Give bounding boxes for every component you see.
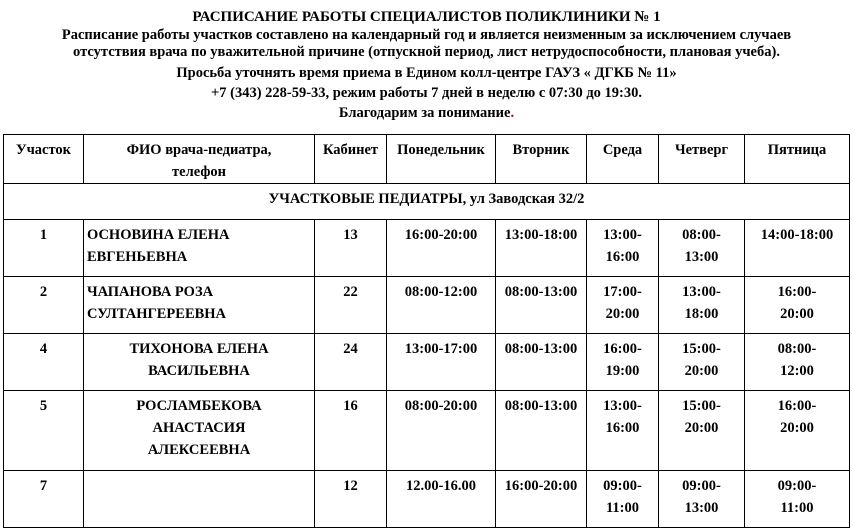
row-doctor [84, 471, 315, 528]
row-tue: 13:00-18:00 [496, 220, 587, 277]
col-mon: Понедельник [387, 135, 496, 184]
row-fri [745, 334, 850, 391]
row-tue: 08:00-13:00 [496, 277, 587, 334]
row-thu [659, 391, 745, 471]
row-doctor [84, 277, 315, 334]
doctor-name-line1: ТИХОНОВА ЕЛЕНА [129, 341, 269, 357]
thanks-dot: . [510, 105, 515, 121]
notice-line-2: отсутствия врача по уважительной причине (отпускной период, лист нетрудоспособности, плановая учеба). [73, 44, 780, 60]
col-fio-line2: телефон [172, 164, 226, 180]
notice-line-5 [0, 104, 853, 122]
wed-end: 19:00 [605, 363, 640, 379]
thanks-text: Благодарим за понимание [338, 105, 511, 121]
row-uchastok: 1 [4, 220, 84, 277]
col-thu: Четверг [659, 135, 745, 184]
thu-end: 18:00 [684, 306, 719, 322]
col-fio-line1: ФИО врача-педиатра, [126, 142, 272, 158]
table-row [4, 334, 850, 391]
wed-end: 11:00 [605, 500, 640, 516]
thu-end: 20:00 [684, 420, 719, 436]
doctor-name-line1: РОСЛАМБЕКОВА [136, 398, 262, 414]
fri-end: 12:00 [780, 363, 814, 379]
row-cabinet: 16 [315, 391, 387, 471]
table-header-row [4, 135, 850, 184]
thu-end: 13:00 [684, 500, 719, 516]
col-kabinet: Кабинет [315, 135, 387, 184]
row-fri [745, 277, 850, 334]
doctor-name-line3: АЛЕКСЕЕВНА [147, 442, 251, 458]
row-fri [745, 391, 850, 471]
row-fri [745, 471, 850, 528]
section-row [4, 184, 850, 220]
page-title: РАСПИСАНИЕ РАБОТЫ СПЕЦИАЛИСТОВ ПОЛИКЛИНИКИ № 1 [192, 9, 661, 25]
doctor-name-line2: АНАСТАСИЯ [152, 420, 246, 436]
fri-end: 20:00 [780, 306, 814, 322]
row-wed [587, 471, 659, 528]
thu-end: 20:00 [684, 363, 719, 379]
wed-start: 16:00- [603, 341, 642, 357]
row-doctor [84, 391, 315, 471]
row-fri [745, 220, 850, 277]
row-cabinet: 12 [315, 471, 387, 528]
fri-start: 16:00- [777, 284, 817, 300]
thu-start: 08:00- [682, 227, 721, 243]
row-uchastok: 4 [4, 334, 84, 391]
row-uchastok: 2 [4, 277, 84, 334]
notice-line-1: Расписание работы участков составлено на календарный год и является неизменным за исключением случаев [61, 27, 792, 43]
row-wed [587, 391, 659, 471]
col-uchastok: Участок [4, 135, 84, 184]
table-row [4, 277, 850, 334]
notice-line-3: Просьба уточнять время приема в Едином колл-центре ГАУЗ « ДГКБ № 11» [176, 65, 677, 81]
wed-start: 13:00- [603, 398, 642, 414]
doctor-name-line2: ЕВГЕНЬЕВНА [87, 249, 188, 265]
row-tue: 16:00-20:00 [496, 471, 587, 528]
wed-start: 13:00- [603, 227, 642, 243]
row-mon: 16:00-20:00 [387, 220, 496, 277]
row-mon: 13:00-17:00 [387, 334, 496, 391]
row-wed [587, 334, 659, 391]
row-tue: 08:00-13:00 [496, 391, 587, 471]
thu-start: 13:00- [682, 284, 721, 300]
row-cabinet: 24 [315, 334, 387, 391]
thu-start: 15:00- [682, 398, 721, 414]
table-row [4, 220, 850, 277]
row-thu [659, 220, 745, 277]
row-thu [659, 277, 745, 334]
doctor-name-line2: СУЛТАНГЕРЕЕВНА [87, 306, 227, 322]
notice-line-4: +7 (343) 228-59-33, режим работы 7 дней в неделю с 07:30 до 19:30. [210, 85, 643, 101]
row-tue: 08:00-13:00 [496, 334, 587, 391]
fri-end: 11:00 [780, 500, 814, 516]
col-wed: Среда [587, 135, 659, 184]
fri-start: 16:00- [777, 398, 817, 414]
row-uchastok: 7 [4, 471, 84, 528]
col-tue: Вторник [496, 135, 587, 184]
section-title: УЧАСТКОВЫЕ ПЕДИАТРЫ, ул Заводская 32/2 [4, 184, 850, 220]
wed-start: 09:00- [603, 478, 642, 494]
row-mon: 12.00-16.00 [387, 471, 496, 528]
row-cabinet: 13 [315, 220, 387, 277]
thu-end: 13:00 [684, 249, 719, 265]
wed-end: 20:00 [605, 306, 640, 322]
row-mon: 08:00-20:00 [387, 391, 496, 471]
fri-start: 08:00- [777, 341, 817, 357]
doctor-name-line2: ВАСИЛЬЕВНА [148, 363, 250, 379]
row-cabinet: 22 [315, 277, 387, 334]
row-doctor [84, 334, 315, 391]
wed-start: 17:00- [603, 284, 642, 300]
wed-end: 16:00 [605, 420, 640, 436]
col-fio [84, 135, 315, 184]
row-wed [587, 220, 659, 277]
doctor-name-line1: ОСНОВИНА ЕЛЕНА [87, 227, 230, 243]
row-wed [587, 277, 659, 334]
schedule-table [3, 134, 850, 528]
table-row [4, 471, 850, 528]
table-row [4, 391, 850, 471]
fri-start: 09:00- [777, 478, 817, 494]
header [0, 0, 853, 132]
wed-end: 16:00 [605, 249, 640, 265]
row-doctor [84, 220, 315, 277]
fri-end: 20:00 [780, 420, 814, 436]
row-thu [659, 334, 745, 391]
col-fri: Пятница [745, 135, 850, 184]
thu-start: 15:00- [682, 341, 721, 357]
row-thu [659, 471, 745, 528]
row-uchastok: 5 [4, 391, 84, 471]
row-mon: 08:00-12:00 [387, 277, 496, 334]
fri-start: 14:00-18:00 [760, 227, 834, 243]
thu-start: 09:00- [682, 478, 721, 494]
doctor-name-line1: ЧАПАНОВА РОЗА [87, 284, 214, 300]
